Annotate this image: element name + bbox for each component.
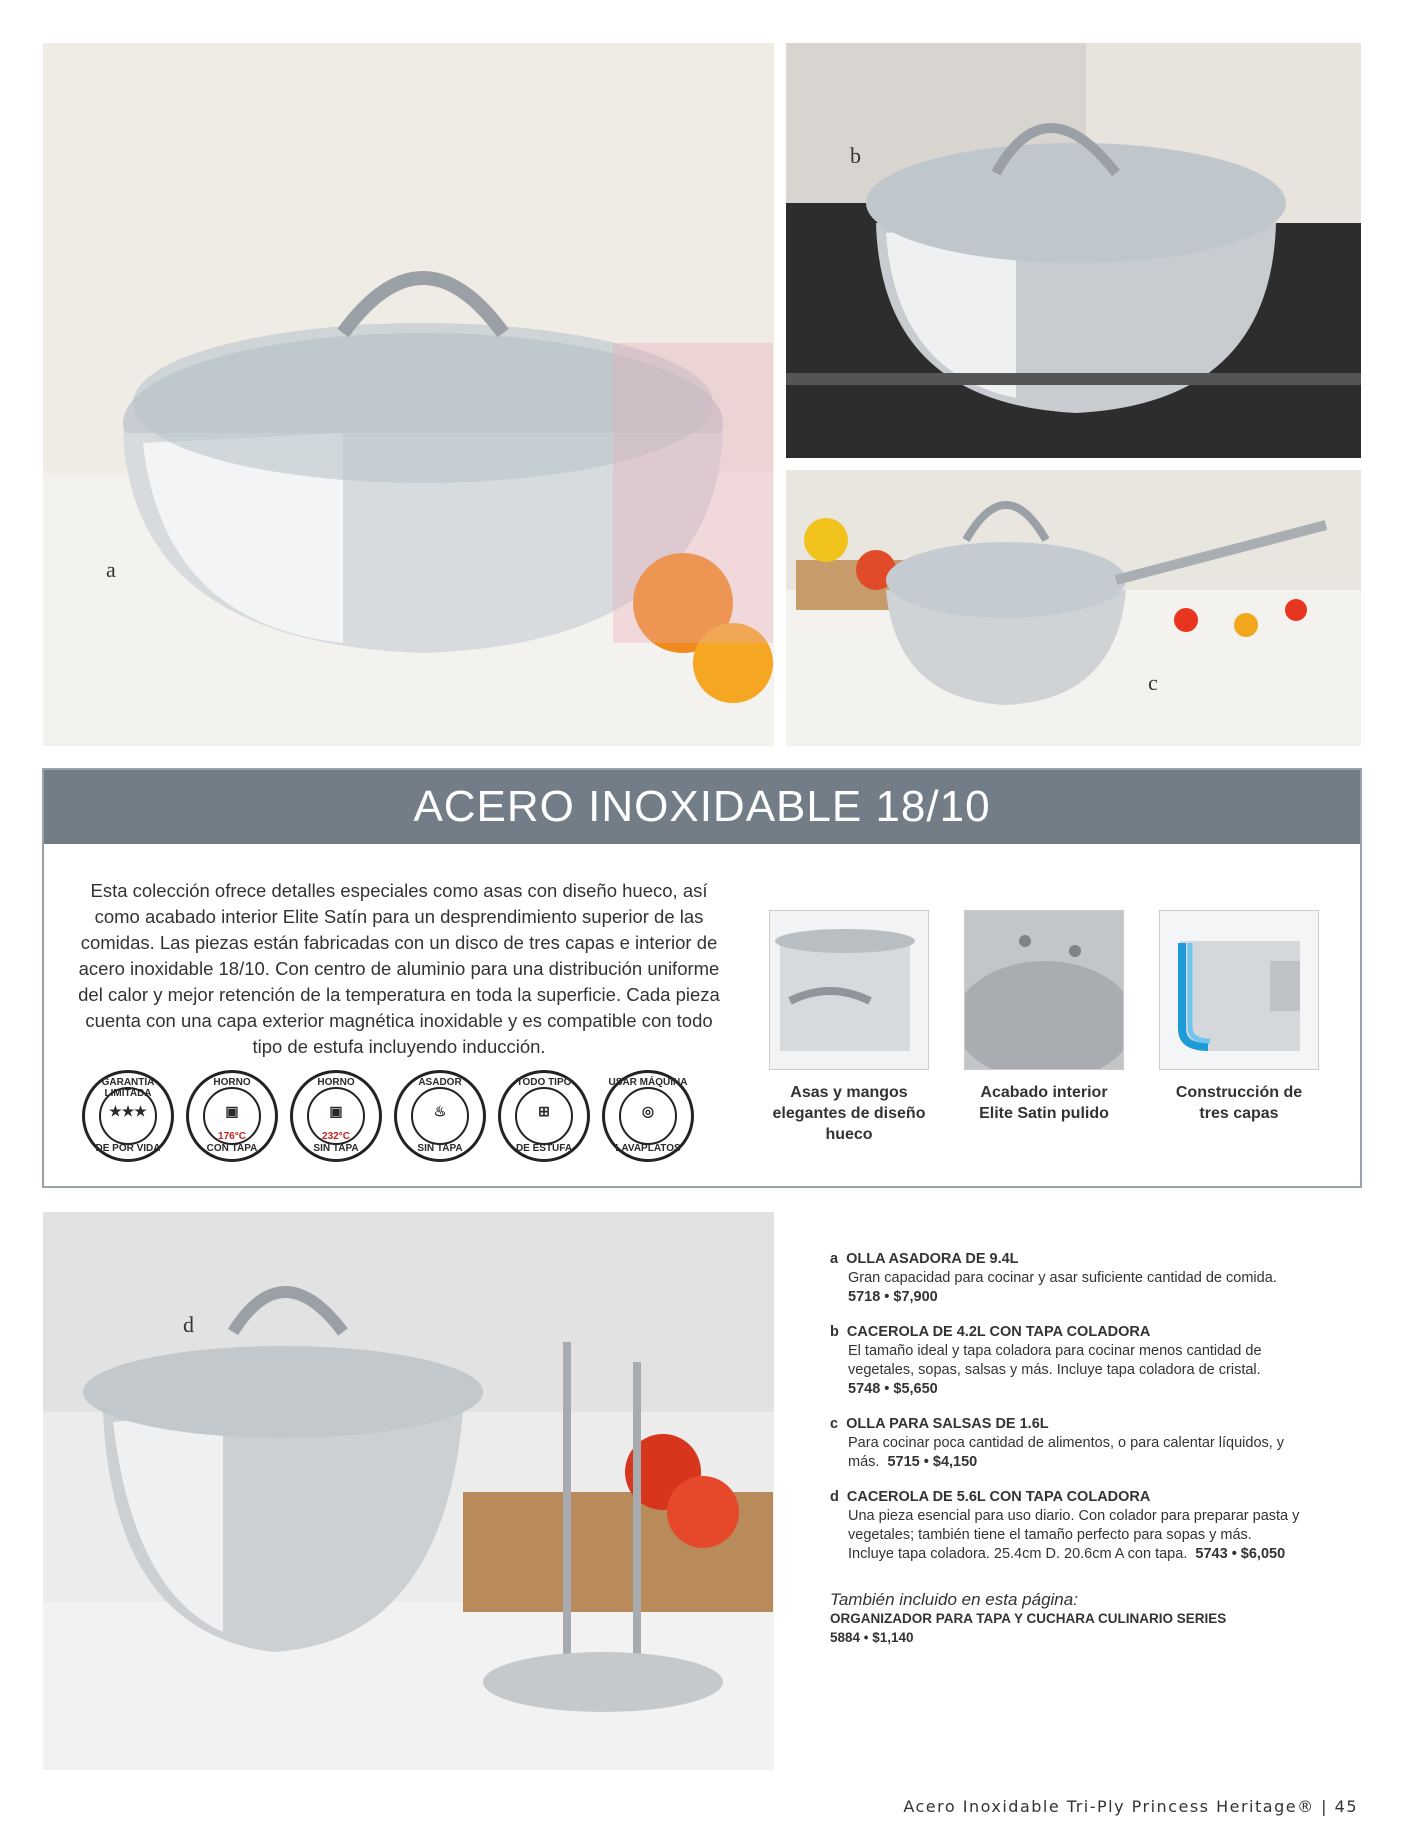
feature-tri-ply	[1159, 910, 1319, 1124]
photo-casserole-5l	[43, 1212, 774, 1770]
feature-satin-caption: Acabado interior Elite Satin pulido	[979, 1084, 1109, 1122]
all-stovetops-badge: TODO TIPO ⊞ DE ESTUFA	[498, 1070, 590, 1162]
also-included-code: 5884 • $1,140	[830, 1630, 914, 1645]
photo-b-letter: b	[850, 143, 861, 168]
feature-satin-interior	[964, 910, 1124, 1124]
product-list	[830, 1250, 1300, 1647]
feature-badges	[82, 1070, 762, 1166]
section-banner: ACERO INOXIDABLE 18/10	[44, 770, 1360, 844]
collection-description: Esta colección ofrece detalles especiales como asas con diseño hueco, así como acabado interior Elite Satín para un desprendimiento superior de las comidas. Las piezas están fabricadas con un disco de tres capas e interior de acero inoxidable 18/10. Con centro de aluminio para una distribución uniforme del calor y mejor retención de la temperatura en toda la superficie. Cada pieza cuenta con una capa exterior magnética inoxidable y es compatible con todo tipo de estufa incluyendo inducción.	[78, 880, 720, 1057]
also-included-label: También incluido en esta página:	[830, 1590, 1078, 1609]
product-item-d: d CACEROLA DE 5.6L CON TAPA COLADORA Una pieza esencial para uso diario. Con colador para preparar pasta y vegetales; también tiene el tamaño perfecto para sopas y más. Incluye tapa coladora. 25.4cm D. 20.6cm A con tapa. 5743 • $6,050	[830, 1489, 1300, 1562]
photo-a-letter: a	[106, 557, 116, 582]
lifetime-warranty-badge: GARANTÍA LIMITADA ★★★ DE POR VIDA	[82, 1070, 174, 1162]
product-item-c: c OLLA PARA SALSAS DE 1.6L Para cocinar poca cantidad de alimentos, o para calentar líquidos, y más. 5715 • $4,150	[830, 1416, 1285, 1470]
feature-handles-image	[769, 910, 929, 1070]
dishwasher-safe-badge: USAR MÁQUINA ◎ LAVAPLATOS	[602, 1070, 694, 1162]
feature-satin-image	[964, 910, 1124, 1070]
feature-handles-caption: Asas y mangos elegantes de diseño hueco	[772, 1084, 926, 1143]
also-included-item: ORGANIZADOR PARA TAPA Y CUCHARA CULINARIO SERIES	[830, 1611, 1227, 1626]
photo-d-letter: d	[183, 1312, 194, 1337]
product-item-a: a OLLA ASADORA DE 9.4L Gran capacidad para cocinar y asar suficiente cantidad de comida. 5718 • $7,900	[830, 1251, 1277, 1305]
broiler-badge: ASADOR ♨ SIN TAPA	[394, 1070, 486, 1162]
photo-casserole-4l	[786, 43, 1361, 458]
photo-sauce-pan	[786, 470, 1361, 746]
photo-roaster-pot	[43, 43, 774, 746]
feature-hollow-handles	[769, 910, 929, 1145]
product-item-b: b CACEROLA DE 4.2L CON TAPA COLADORA El tamaño ideal y tapa coladora para cocinar menos cantidad de vegetales, sopas, salsas y más. Incluye tapa coladora de cristal. 5748 • $5,650	[830, 1324, 1262, 1397]
feature-triply-image	[1159, 910, 1319, 1070]
feature-triply-caption: Construcción de tres capas	[1175, 1084, 1303, 1122]
info-box	[42, 768, 1362, 1188]
photo-c-letter: c	[1148, 670, 1158, 695]
oven-without-lid-badge: HORNO ▣ 232°C SIN TAPA	[290, 1070, 382, 1162]
page-footer: Acero Inoxidable Tri-Ply Princess Heritage® | 45	[903, 1797, 1358, 1816]
oven-with-lid-badge: HORNO ▣ 176°C CON TAPA	[186, 1070, 278, 1162]
